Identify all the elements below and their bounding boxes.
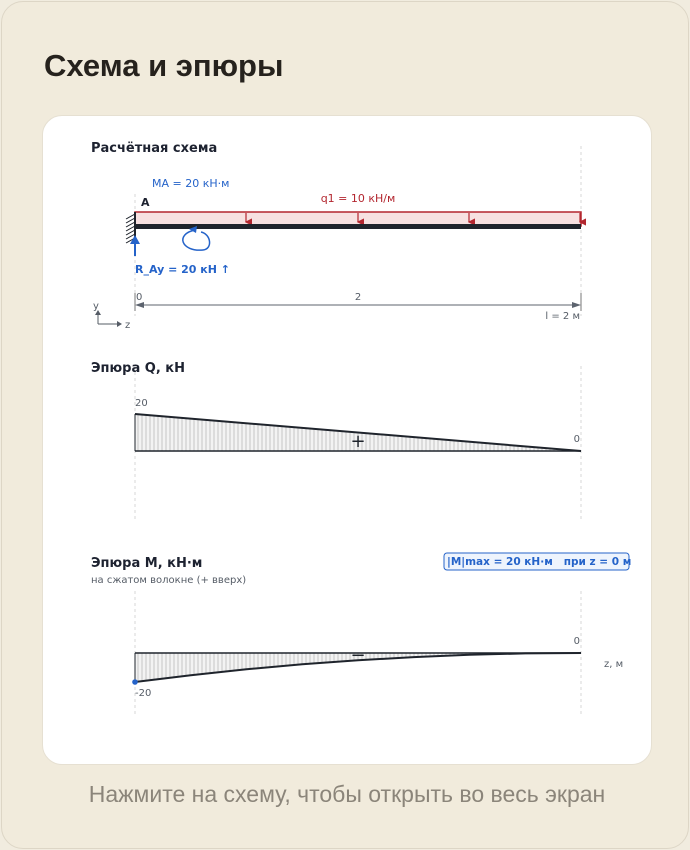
dim-mid-label: 2 (354, 292, 362, 303)
dim-start-label: 0 (136, 292, 143, 303)
fullscreen-hint: Нажмите на схему, чтобы открыть во весь экран (88, 781, 606, 807)
q-sign: + (350, 431, 366, 452)
q-diagram-title: Эпюра Q, кН (91, 361, 185, 376)
m-diagram-title: Эпюра M, кН·м (91, 556, 203, 571)
scheme-title: Расчётная схема (91, 141, 218, 156)
page-title: Схема и эпюры (44, 48, 284, 83)
q-end-label: 0 (573, 434, 580, 445)
m-max-label: |M|max = 20 кН·м при z = 0 м (447, 556, 632, 568)
moment-label: MA = 20 кН·м (152, 177, 230, 190)
diagram-canvas[interactable] (43, 116, 651, 764)
load-label: q1 = 10 кН/м (320, 192, 396, 205)
m-end-label: 0 (573, 636, 580, 647)
axis-y-label: y (93, 301, 99, 312)
m-diagram-subtitle: на сжатом волокне (+ вверх) (91, 575, 247, 586)
support-label: A (141, 196, 150, 209)
length-label: l = 2 м (545, 311, 580, 322)
axes-icon (95, 310, 122, 327)
m-sign: − (350, 645, 366, 666)
scheme-card (1, 1, 689, 849)
reaction-arrow-icon (130, 235, 140, 256)
diagram-panel[interactable] (42, 115, 652, 765)
axis-z-label: z (125, 320, 131, 331)
beam (135, 224, 581, 229)
q-start-label: 20 (135, 398, 148, 409)
m-max-badge (444, 553, 631, 570)
m-start-label: -20 (135, 688, 152, 699)
m-max-point (132, 679, 138, 685)
m-axis-label: z, м (604, 659, 624, 670)
reaction-label: R_Ay = 20 кН ↑ (135, 263, 230, 276)
moment-arrow-icon (183, 226, 210, 250)
